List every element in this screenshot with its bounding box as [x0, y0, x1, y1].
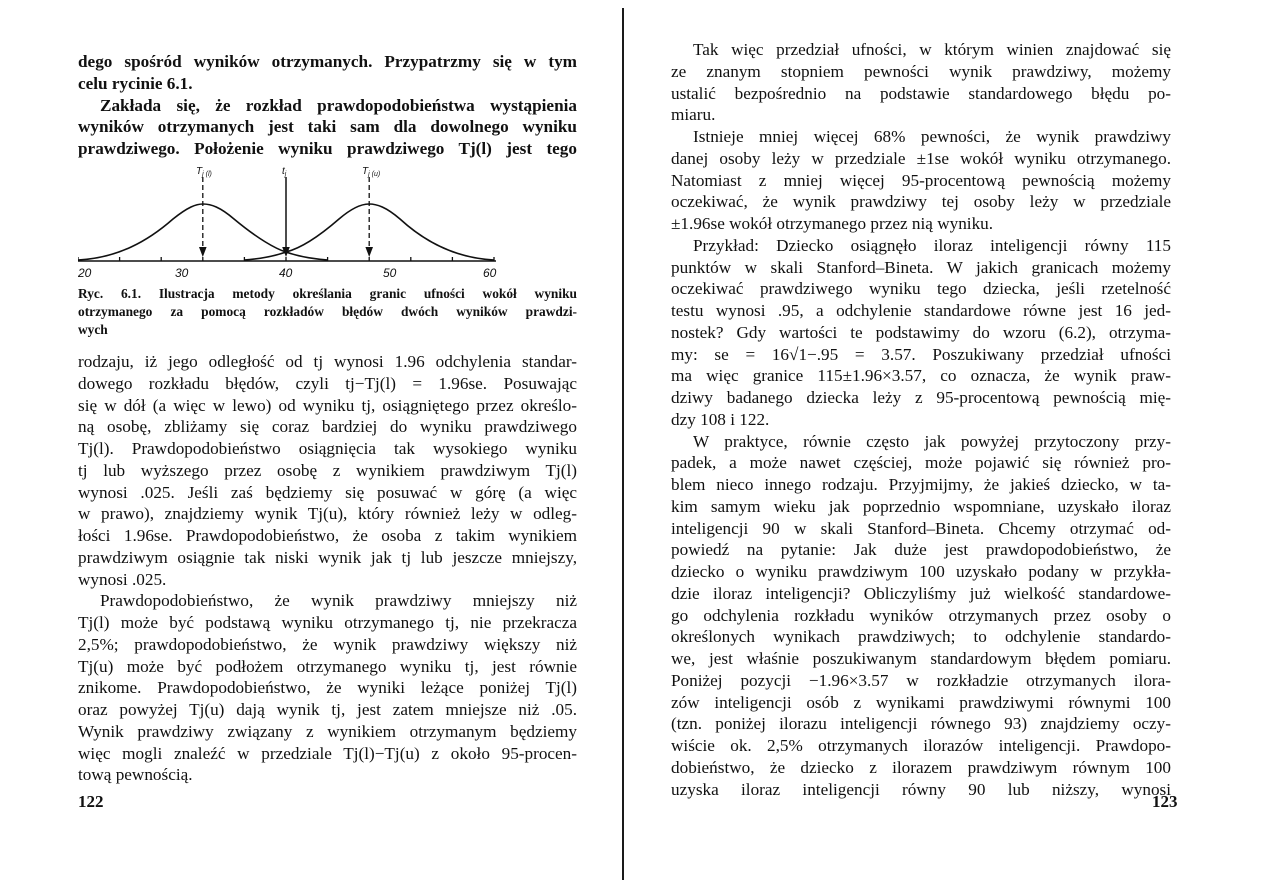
svg-text:50: 50 — [383, 266, 397, 280]
left-page-body-text — [78, 351, 577, 786]
text-line: dowego rozkładu błędów, czyli tj−Tj(l) = 1.96se. Posuwając — [78, 373, 577, 393]
text-line: my: se = 16√1−.95 = 3.57. Poszukiwany przedział ufności — [671, 344, 1171, 364]
svg-text:30: 30 — [175, 266, 189, 280]
text-line: wynosi .025. Jeśli zaś będziemy się posuwać w górę (a więc — [78, 482, 577, 502]
text-line: ma więc granice 115±1.96×3.57, co oznacza, że wynik praw- — [671, 366, 1171, 386]
text-line: oczekiwać, że wynik prawdziwy tej osoby leży w przedziale — [671, 192, 1171, 212]
text-line: się w dół (a więc w lewo) od wyniku tj, osiągniętego przez określo- — [78, 395, 577, 415]
text-line: go odchylenia rozkładu wyników otrzymanych przez osoby o — [671, 605, 1171, 625]
text-line: Tak więc przedział ufności, w którym winien znajdować się — [693, 40, 1171, 59]
text-line: danej osoby leży w przedziale ±1se wokół wyniku otrzymanego. — [671, 148, 1171, 168]
text-line: określonych wynikach prawdziwych; to odchylenie standardo- — [671, 627, 1171, 647]
text-line: oraz powyżej Tj(u) dają wynik tj, jest zatem mniejsze niż .05. — [78, 700, 577, 719]
text-line: w prawo), znajdziemy wynik Tj(u), który również leży w odleg- — [78, 504, 577, 524]
text-line: Przykład: Dziecko osiągnęło iloraz inteligencji równy 115 — [693, 235, 1171, 255]
caption-line: Ryc. 6.1. Ilustracja metody określania granic ufności wokół wyniku — [78, 286, 577, 301]
text-line: ze znanym stopniem pewności wynik prawdziwy, możemy — [671, 61, 1171, 81]
text-line: tj lub wyższego przez osobę z wynikiem prawdziwym Tj(l) — [78, 460, 577, 480]
text-line: we, jest właśnie poszukiwanym standardowym błędem pomiaru. — [671, 649, 1171, 668]
svg-text:40: 40 — [279, 266, 293, 280]
error-distributions-chart — [78, 163, 577, 283]
text-line: Prawdopodobieństwo, że wynik prawdziwy mniejszy niż — [100, 591, 577, 611]
figure-caption — [78, 285, 577, 339]
text-line: Tj(l). Prawdopodobieństwo osiągnięcia tak wysokiego wyniku — [78, 439, 577, 458]
svg-text:20: 20 — [78, 266, 92, 280]
text-line: dziecko o wyniku prawdziwym 100 uzyskało podany w przykła- — [671, 562, 1171, 581]
right-page-body-text — [671, 39, 1171, 800]
text-line: prawdziwego. Położenie wyniku prawdziwego Tj(l) jest tego — [78, 139, 577, 158]
page-number-right: 123 — [1152, 792, 1178, 811]
text-line: uzyska iloraz inteligencji równy 90 lub niższy, wynosi — [671, 779, 1171, 799]
text-line: padek, a może nawet częściej, może pojawić się również pro- — [671, 453, 1171, 473]
text-line: Tj(u) może być podłożem otrzymanego wyniku tj, jest równie — [78, 656, 577, 676]
page-number-left: 122 — [78, 792, 104, 811]
text-line: dzy 108 i 122. — [671, 409, 770, 429]
text-line: nostek? Gdy wartości te podstawimy do wzoru (6.2), otrzyma- — [671, 322, 1171, 342]
svg-text:60: 60 — [483, 266, 497, 280]
text-line: celu rycinie 6.1. — [78, 73, 193, 93]
text-line: Zakłada się, że rozkład prawdopodobieństwa wystąpienia — [100, 95, 577, 115]
text-line: Istnieje mniej więcej 68% pewności, że wynik prawdziwy — [693, 127, 1171, 146]
text-line: dobieństwo, że dziecko z ilorazem prawdziwym równym 100 — [671, 757, 1171, 777]
text-line: dego spośród wyników otrzymanych. Przypatrzmy się w tym — [78, 52, 577, 71]
text-line: Wynik prawdziwy związany z wynikiem otrzymanym będziemy — [78, 721, 577, 741]
text-line: testu wynosi .95, a odchylenie standardowe równe jest 16 jed- — [671, 301, 1171, 320]
text-line: dziwy badanego dziecka leży z 95-procentową pewnością mię- — [671, 388, 1171, 407]
text-line: rodzaju, iż jego odległość od tj wynosi 1.96 odchylenia standar- — [78, 352, 577, 371]
label-tj-lower: $T_{j (l)}$ — [196, 166, 212, 178]
figure-6-1 — [78, 163, 577, 343]
text-line: ±1.96se wokół otrzymanego przez nią wyniku. — [671, 214, 994, 233]
text-line: wiście ok. 2,5% otrzymanych ilorazów inteligencji. Prawdopo- — [671, 736, 1171, 755]
text-line: ną osobę, zbliżamy się coraz bardziej do wyniku prawdziwego — [78, 417, 577, 437]
text-line: wynosi .025. — [78, 569, 167, 589]
text-line: tową pewnością. — [78, 765, 193, 785]
text-line: prawdziwym osiągnie tak niski wynik jak tj lub jeszcze mniejszy, — [78, 547, 577, 567]
text-line: więc mogli znaleźć w przedziale Tj(l)−Tj(u) z około 95-procen- — [78, 743, 577, 763]
text-line: oczekiwać prawdziwego wyniku tego dziecka, jeśli rzetelność — [671, 279, 1171, 299]
text-line: miaru. — [671, 105, 716, 125]
text-line: punktów w skali Stanford–Bineta. W jakich granicach możemy — [671, 257, 1171, 277]
text-line: ustalić bezpośrednio na podstawie standardowego błędu po- — [671, 83, 1171, 103]
text-line: Natomiast z mniej więcej 95-procentową pewnością możemy — [671, 170, 1171, 190]
text-line: kim samym wieku jak poprzednio wspomniane, uzyskało iloraz — [671, 496, 1171, 516]
text-line: zów inteligencji osób z wynikami prawdziwymi równymi 100 — [671, 692, 1171, 712]
text-line: (tzn. poniżej ilorazu inteligencji równego 93) znajdziemy oczy- — [671, 714, 1171, 734]
text-line: Tj(l) może być podstawą wyniku otrzymanego tj, nie przekracza — [78, 613, 577, 632]
text-line: dzie iloraz inteligencji? Obliczyliśmy już wielkość standardowe- — [671, 583, 1171, 603]
text-line: powiedź na pytanie: Jak duże jest prawdopodobieństwo, że — [671, 540, 1171, 560]
text-line: W praktyce, równie często jak powyżej przytoczony przy- — [693, 431, 1171, 451]
text-line: wyników otrzymanych jest taki sam dla dowolnego wyniku — [78, 117, 577, 137]
label-tj-observed: $t_j$ — [282, 166, 287, 178]
left-page-top-text — [78, 51, 577, 160]
text-line: blem nieco innego rodzaju. Przyjmijmy, że jakieś dziecko, w ta- — [671, 475, 1171, 494]
text-line: znikome. Prawdopodobieństwo, że wyniki leżące poniżej Tj(l) — [78, 678, 577, 698]
caption-line: wych — [78, 322, 108, 337]
book-spine-divider — [622, 8, 624, 880]
right-page — [626, 0, 1262, 894]
text-line: inteligencji 90 w skali Stanford–Bineta. Chcemy otrzymać od- — [671, 518, 1171, 538]
text-line: łości 1.96se. Prawdopodobieństwo, że osoba z takim wynikiem — [78, 526, 577, 545]
text-line: Poniżej pozycji −1.96×3.57 w rozkładzie otrzymanych ilora- — [671, 670, 1171, 690]
label-tj-upper: $T_{j (u)}$ — [362, 166, 381, 178]
caption-line: otrzymanego za pomocą rozkładów błędów dwóch wyników prawdzi- — [78, 304, 577, 319]
left-page — [0, 0, 620, 894]
text-line: 2,5%; prawdopodobieństwo, że wynik prawdziwy większy niż — [78, 634, 577, 654]
